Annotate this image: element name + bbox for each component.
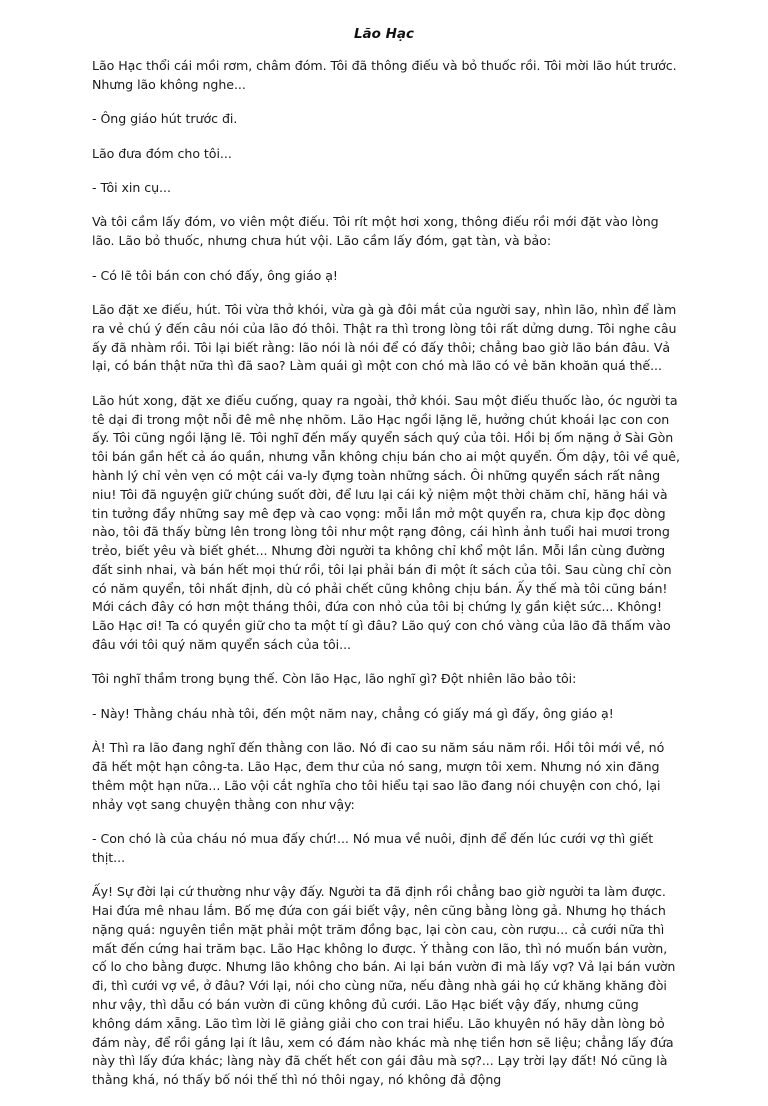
document-title: Lão Hạc [353, 26, 415, 42]
paragraph: - Ông giáo hút trước đi. [92, 111, 238, 127]
paragraph: À! Thì ra lão đang nghĩ đến thằng con lão. Nó đi cao su năm sáu năm rồi. Hồi tôi mới về, nó đã hết một hạn công-ta. Lão Hạc, đem thư của nó sang, mượn tôi xem. Nhưng nó xin đăng thêm một hạn nữa... Lão vội cắt nghĩa cho tôi hiểu tại sao lão đang nói chuyện con chó, lại nhảy vọt sang chuyện thằng con như vậy: [92, 740, 665, 812]
paragraph: Lão đưa đóm cho tôi... [92, 145, 232, 161]
paragraph: Lão đặt xe điếu, hút. Tôi vừa thở khói, vừa gà gà đôi mắt của người say, nhìn lão, nhìn để làm ra vẻ chú ý đến câu nói của lão đó thôi. Thật ra thì trong lòng tôi rất dửng dưng. Tôi nghe câu ấy đã nhàm rồi. Tôi lại biết rằng: lão nói là nói để có đấy thôi; chẳng bao giờ lão bán đâu. Vả lại, có bán thật nữa thì đã sao? Làm quái gì một con chó mà lão có vẻ băn khoăn quá thế... [92, 301, 677, 374]
paragraph: Và tôi cầm lấy đóm, vo viên một điếu. Tôi rít một hơi xong, thông điếu rồi mới đặt vào lòng lão. Lão bỏ thuốc, nhưng chưa hút vội. Lão cầm lấy đóm, gạt tàn, và bảo: [92, 214, 659, 249]
paragraph: Lão Hạc thổi cái mồi rơm, châm đóm. Tôi đã thông điếu và bỏ thuốc rồi. Tôi mời lão hút trước. Nhưng lão không nghe... [92, 58, 677, 92]
document-body [92, 57, 680, 1106]
paragraph: - Con chó là của cháu nó mua đấy chứ!... Nó mua về nuôi, định để đến lúc cưới vợ thì giết thịt... [92, 831, 654, 865]
paragraph: Ấy! Sự đời lại cứ thường như vậy đấy. Người ta đã định rồi chẳng bao giờ người ta làm được. Hai đứa mê nhau lắm. Bố mẹ đứa con gái biết vậy, nên cũng bằng lòng gả. Nhưng họ thách nặng quá: nguyên tiền mặt phải một trăm đồng bạc, lại còn cau, còn rượu... cả cưới nữa thì mất đến cứng hai trăm bạc. Lão Hạc không lo được. Ý thằng con lão, thì nó muốn bán vườn, cố lo cho bằng được. Nhưng lão không cho bán. Ai lại bán vườn đi mà lấy vợ? Vả lại bán vườn đi, thì cưới vợ về, ở đâu? Với lại, nói cho cùng nữa, nếu đằng nhà gái họ cứ khăng khăng đòi như vậy, thì dẫu có bán vườn đi cũng không đủ cưới. Lão Hạc biết vậy đấy, nhưng cũng không dám xẵng. Lão tìm lời lẽ giảng giải cho con trai hiểu. Lão khuyên nó hãy dằn lòng bỏ đám này, để rồi gắng lại ít lâu, xem có đám nào khác mà nhẹ tiền hơn sẽ liệu; chẳng lấy đứa này thì lấy đứa khác; làng này đã chết hết con gái đâu mà sợ?... Lạy trời lạy đất! Nó cũng là thằng khá, nó thấy bố nói thế thì nó thôi ngay, nó không đả động [92, 884, 676, 1088]
paragraph: - Này! Thằng cháu nhà tôi, đến một năm nay, chẳng có giấy má gì đấy, ông giáo ạ! [92, 705, 614, 721]
paragraph: Lão hút xong, đặt xe điếu cuống, quay ra ngoài, thở khói. Sau một điếu thuốc lào, óc người ta tê dại đi trong một nỗi đê mê nhẹ nhõm. Lão Hạc ngồi lặng lẽ, hưởng chút khoái lạc con con ấy. Tôi cũng ngồi lặng lẽ. Tôi nghĩ đến mấy quyển sách quý của tôi. Hồi bị ốm nặng ở Sài Gòn tôi bán gần hết cả áo quần, nhưng vẫn không chịu bán cho ai một quyển. Ốm dậy, tôi về quê, hành lý chỉ vẻn vẹn có một cái va-ly đựng toàn những sách. Ôi những quyển sách rất nâng niu! Tôi đã nguyện giữ chúng suốt đời, để lưu lại cái kỷ niệm một thời chăm chỉ, hăng hái và tin tưởng đầy những say mê đẹp và cao vọng: mỗi lần mở một quyển ra, chưa kịp đọc dòng nào, tôi đã thấy bừng lên trong lòng tôi như một rạng đông, cái hình ảnh tuổi hai mươi trong trẻo, biết yêu và biết ghét... Nhưng đời người ta không chỉ khổ một lần. Mỗi lần cùng đường đất sinh nhai, và bán hết mọi thứ rồi, tôi lại phải bán đi một ít sách của tôi. Sau cùng chỉ còn có năm quyển, tôi nhất định, dù có phải chết cũng không chịu bán. Ấy thế mà tôi cũng bán! Mới cách đây có hơn một tháng thôi, đứa con nhỏ của tôi bị chứng lỵ gần kiệt sức... Không! Lão Hạc ơi! Ta có quyền giữ cho ta một tí gì đâu? Lão quý con chó vàng của lão đã thấm vào đâu với tôi quý năm quyển sách của tôi... [92, 392, 680, 653]
paragraph: - Tôi xin cụ... [92, 179, 171, 195]
paragraph: Tôi nghĩ thầm trong bụng thế. Còn lão Hạc, lão nghĩ gì? Đột nhiên lão bảo tôi: [92, 671, 577, 687]
paragraph: - Có lẽ tôi bán con chó đấy, ông giáo ạ! [92, 267, 338, 283]
